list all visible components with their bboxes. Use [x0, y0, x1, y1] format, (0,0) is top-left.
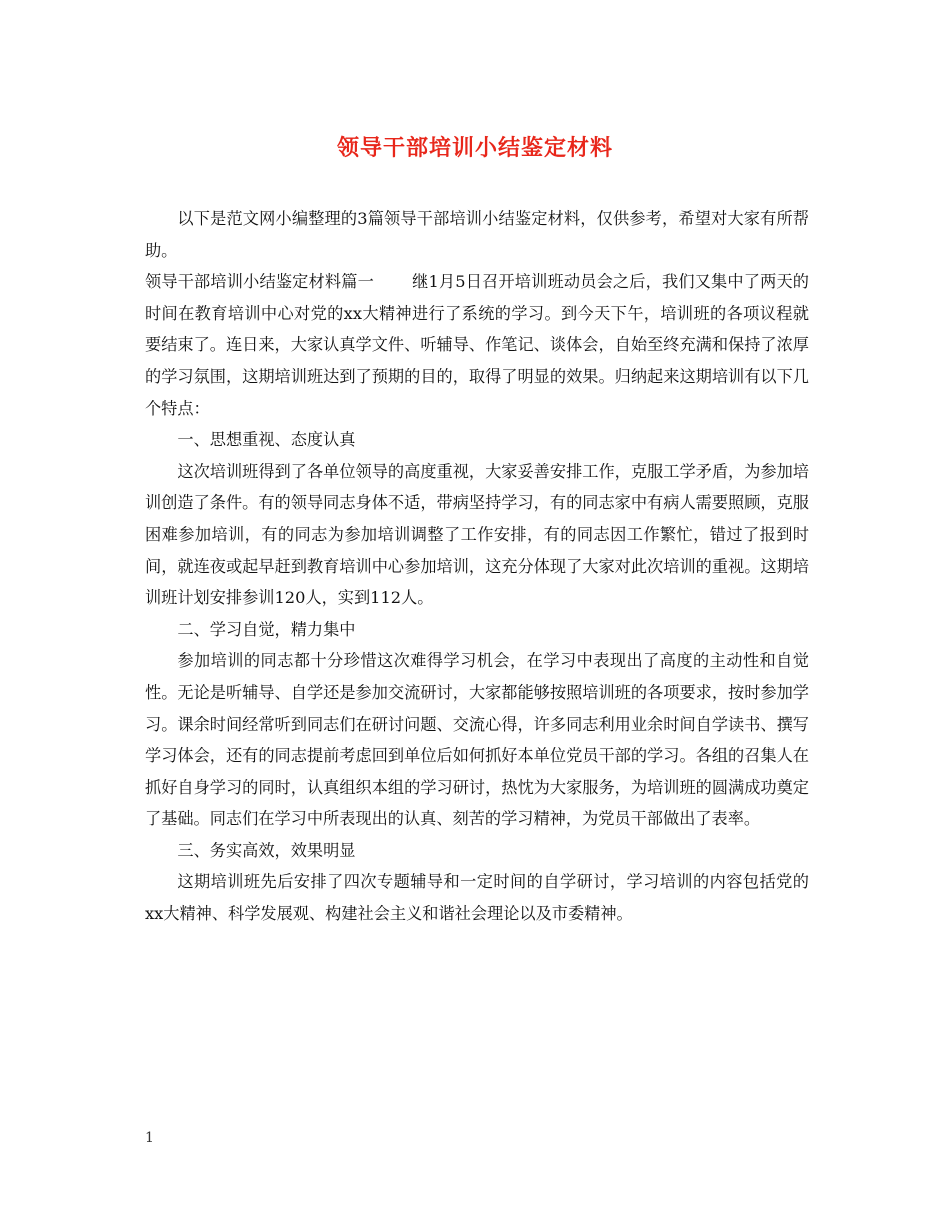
page-number: 1 — [145, 1130, 154, 1146]
point-one-heading: 一、思想重视、态度认真 — [177, 430, 356, 450]
section-one-text: 继1月5日召开培训班动员会之后，我们又集中了两天的时间在教育培训中心对党的xx大精神进行了系统的学习。到今天下午，培训班的各项议程就要结束了。连日来，大家认真学文件、听辅导、作笔记、谈体会，自始至终充满和保持了浓厚的学习氛围，这期培训班达到了预期的目的，取得了明显的效果。归纳起来这期培训有以下几个特点： — [145, 272, 809, 418]
point-one-paragraph: 这次培训班得到了各单位领导的高度重视，大家妥善安排工作，克服工学矛盾，为参加培训创造了条件。有的领导同志身体不适，带病坚持学习，有的同志家中有病人需要照顾，克服困难参加培训，有的同志为参加培训调整了工作安排，有的同志因工作繁忙，错过了报到时间，就连夜或起早赶到教育培训中心参加培训，这充分体现了大家对此次培训的重视。这期培训班计划安排参训120人，实到112人。 — [145, 461, 809, 608]
section-one-paragraph — [145, 266, 809, 424]
point-two-heading: 二、学习自觉，精力集中 — [177, 619, 356, 639]
intro-paragraph: 以下是范文网小编整理的3篇领导干部培训小结鉴定材料，仅供参考，希望对大家有所帮助。 — [145, 209, 809, 260]
document-title: 领导干部培训小结鉴定材料 — [336, 135, 613, 161]
point-two-paragraph: 参加培训的同志都十分珍惜这次难得学习机会，在学习中表现出了高度的主动性和自觉性。无论是听辅导、自学还是参加交流研讨，大家都能够按照培训班的各项要求，按时参加学习。课余时间经常听到同志们在研讨问题、交流心得，许多同志利用业余时间自学读书、撰写学习体会，还有的同志提前考虑回到单位后如何抓好本单位党员干部的学习。各组的召集人在抓好自身学习的同时，认真组织本组的学习研讨，热忱为大家服务，为培训班的圆满成功奠定了基础。同志们在学习中所表现出的认真、刻苦的学习精神，为党员干部做出了表率。 — [145, 651, 809, 829]
point-three-paragraph: 这期培训班先后安排了四次专题辅导和一定时间的自学研讨，学习培训的内容包括党的xx大精神、科学发展观、构建社会主义和谐社会理论以及市委精神。 — [145, 872, 809, 924]
document-body — [145, 203, 809, 930]
point-three-heading: 三、务实高效，效果明显 — [177, 840, 356, 860]
section-one-label: 领导干部培训小结鉴定材料篇一 — [145, 272, 374, 292]
